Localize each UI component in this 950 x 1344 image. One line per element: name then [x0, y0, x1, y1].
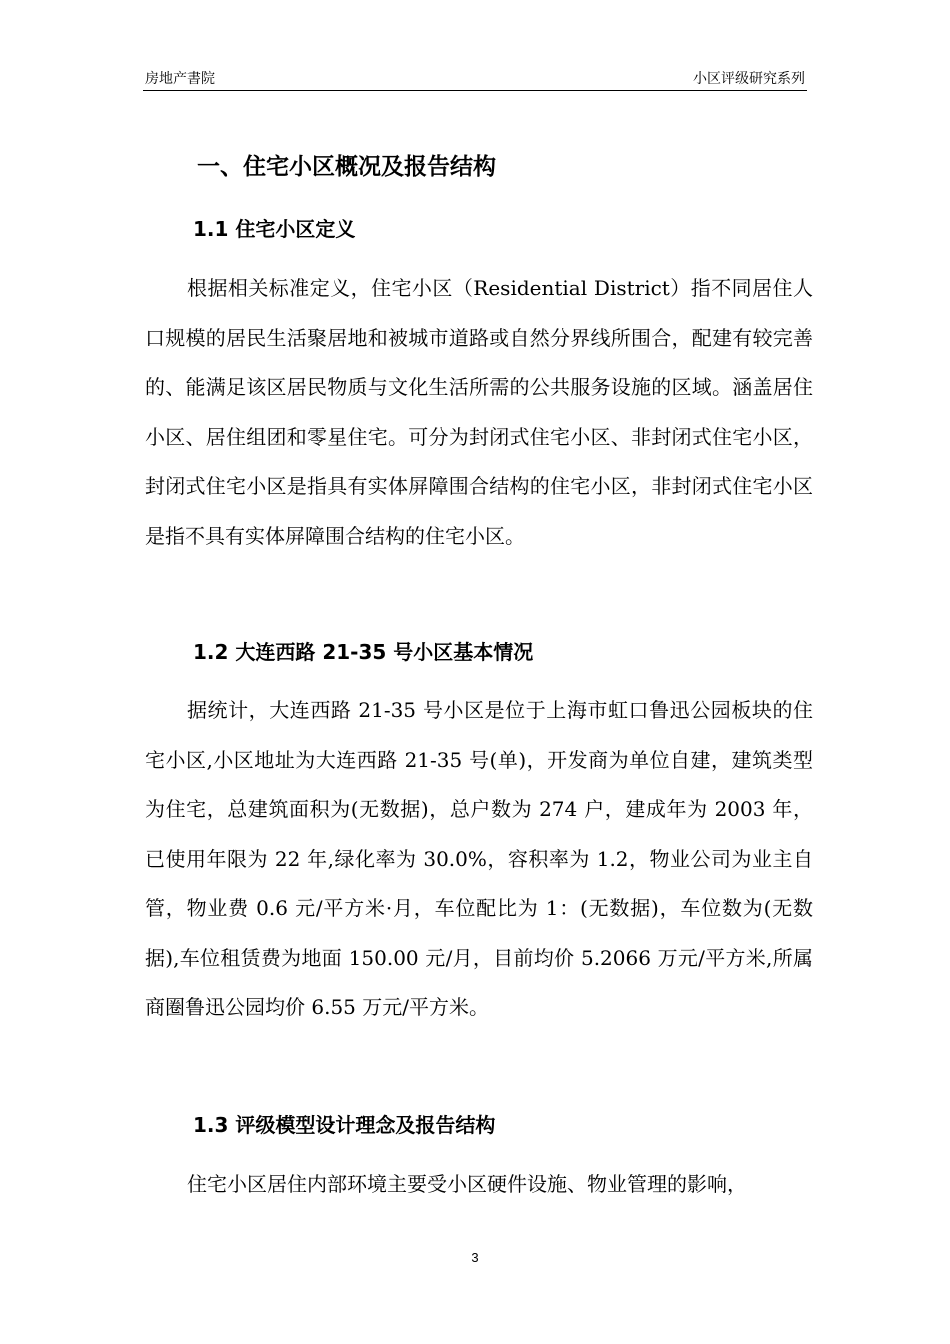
header-divider	[143, 90, 807, 91]
paragraph-model-design: 住宅小区居住内部环境主要受小区硬件设施、物业管理的影响，	[187, 1172, 747, 1196]
header-series-title: 小区评级研究系列	[693, 70, 805, 86]
subsection-heading-1-3: 1.3 评级模型设计理念及报告结构	[193, 1113, 496, 1137]
header-publisher: 房地产書院	[145, 70, 215, 86]
paragraph-basic-info: 据统计，大连西路 21-35 号小区是位于上海市虹口鲁迅公园板块的住宅小区,小区地址为大连西路 21-35 号(单)，开发商为单位自建，建筑类型为住宅，总建筑面积为(无数据)，总户数为 274 户，建成年为 2003 年，已使用年限为 22 年,绿化率为 30.0%，容积率为 1.2，物业公司为业主自管，物业费 0.6 元/平方米·月，车位配比为 1：(无数据)，车位数为(无数据),车位租赁费为地面 150.00 元/月，目前均价 5.2066 万元/平方米,所属商圈鲁迅公园均价 6.55 万元/平方米。	[145, 698, 813, 1019]
section-heading: 一、住宅小区概况及报告结构	[197, 154, 496, 180]
paragraph-definition: 根据相关标准定义，住宅小区（Residential District）指不同居住人口规模的居民生活聚居地和被城市道路或自然分界线所围合，配建有较完善的、能满足该区居民物质与文化生活所需的公共服务设施的区域。涵盖居住小区、居住组团和零星住宅。可分为封闭式住宅小区、非封闭式住宅小区，封闭式住宅小区是指具有实体屏障围合结构的住宅小区，非封闭式住宅小区是指不具有实体屏障围合结构的住宅小区。	[145, 276, 813, 548]
page-number: 3	[471, 1250, 479, 1265]
subsection-heading-1-2: 1.2 大连西路 21-35 号小区基本情况	[193, 640, 534, 664]
subsection-heading-1-1: 1.1 住宅小区定义	[193, 217, 356, 241]
